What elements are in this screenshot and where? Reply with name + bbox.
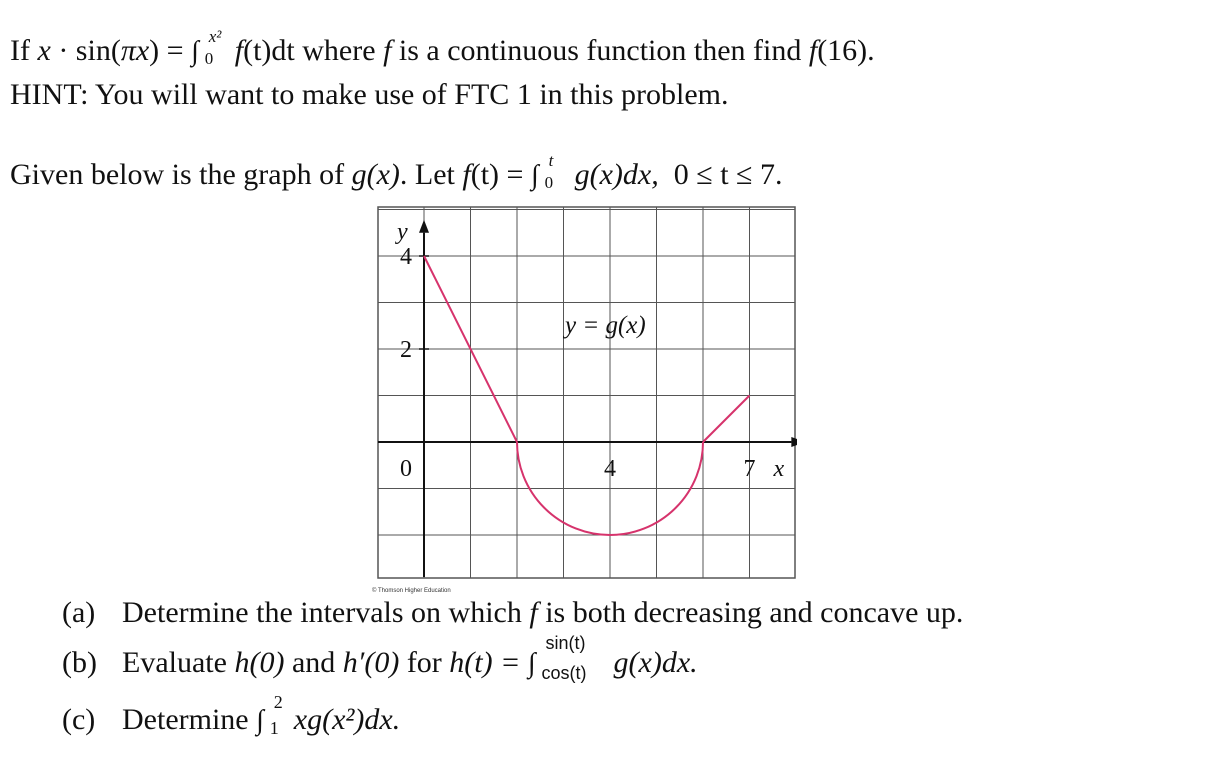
x-tick-label: 0 <box>400 456 412 482</box>
x-axis-label: x <box>773 456 785 482</box>
hint-line: HINT: You will want to make use of FTC 1 in this problem. <box>10 78 729 111</box>
text: · sin( <box>50 34 121 67</box>
text: If <box>10 34 38 67</box>
lower-limit: cos(t) <box>541 663 587 683</box>
text: Given below is the graph of <box>10 158 352 191</box>
graph-g <box>377 205 797 580</box>
math-hp0: h′(0) <box>342 646 400 679</box>
y-axis-arrow <box>419 220 429 233</box>
integral-sign: ∫ <box>256 705 264 736</box>
math-f: f <box>529 596 538 629</box>
text: is a continuous function then find <box>391 34 809 67</box>
math-f: f <box>234 34 244 67</box>
text: (t) = <box>470 158 531 191</box>
text: Determine the intervals on which <box>122 596 530 629</box>
problem-line-1 <box>10 27 875 68</box>
x-tick-label: 7 <box>743 456 756 482</box>
upper-limit: x² <box>208 27 222 46</box>
x-axis-arrow <box>791 437 797 447</box>
text: for <box>399 646 450 679</box>
question-label: (c) <box>62 703 96 736</box>
math-f: f <box>462 158 471 191</box>
integral-sign: ∫ <box>527 648 536 679</box>
axes <box>378 220 797 577</box>
question-c <box>62 692 401 738</box>
text: (16). <box>817 34 875 67</box>
math-gx: g(x) <box>351 158 400 191</box>
text: is both decreasing and concave up. <box>537 596 964 629</box>
integrand: xg(x²)dx. <box>293 703 401 736</box>
integral-sign: ∫ <box>191 36 199 67</box>
given-line <box>10 151 783 192</box>
integrand: g(x)dx. <box>613 646 698 679</box>
question-b <box>62 633 698 683</box>
text: Evaluate <box>122 646 235 679</box>
math-h0: h(0) <box>234 646 285 679</box>
text: where <box>294 34 384 67</box>
y-axis-label: y <box>397 218 408 245</box>
text: and <box>284 646 343 679</box>
math-f: f <box>383 34 392 67</box>
curve-label: y = g(x) <box>565 312 646 339</box>
y-tick-label: 2 <box>400 337 412 363</box>
graph-frame <box>378 207 795 578</box>
curve-segment <box>703 396 750 443</box>
question-label: (a) <box>62 596 96 629</box>
math-ftdt: (t)dt <box>243 34 295 67</box>
math-f: f <box>808 34 818 67</box>
y-tick-label: 4 <box>400 244 412 270</box>
copyright-credit: © Thomson Higher Education <box>372 588 451 594</box>
x-tick-label: 4 <box>604 456 616 482</box>
upper-limit: 2 <box>273 692 283 712</box>
text: . Let <box>399 158 463 191</box>
lower-limit: 0 <box>204 49 214 68</box>
grid-lines <box>378 207 795 578</box>
question-a <box>62 598 963 628</box>
integrand: g(x)dx, <box>574 158 659 191</box>
integral-sign: ∫ <box>530 160 539 191</box>
text: ) = <box>149 34 192 67</box>
lower-limit: 0 <box>544 173 554 192</box>
upper-limit: t <box>548 151 554 170</box>
lower-limit: 1 <box>269 718 279 738</box>
text: Determine <box>122 703 257 736</box>
range-text: 0 ≤ t ≤ 7. <box>673 158 783 191</box>
math-pix: πx <box>120 34 150 67</box>
math-x: x <box>37 34 51 67</box>
upper-limit: sin(t) <box>545 633 586 653</box>
question-label: (b) <box>62 646 97 679</box>
math-hdef: h(t) = <box>449 646 528 679</box>
